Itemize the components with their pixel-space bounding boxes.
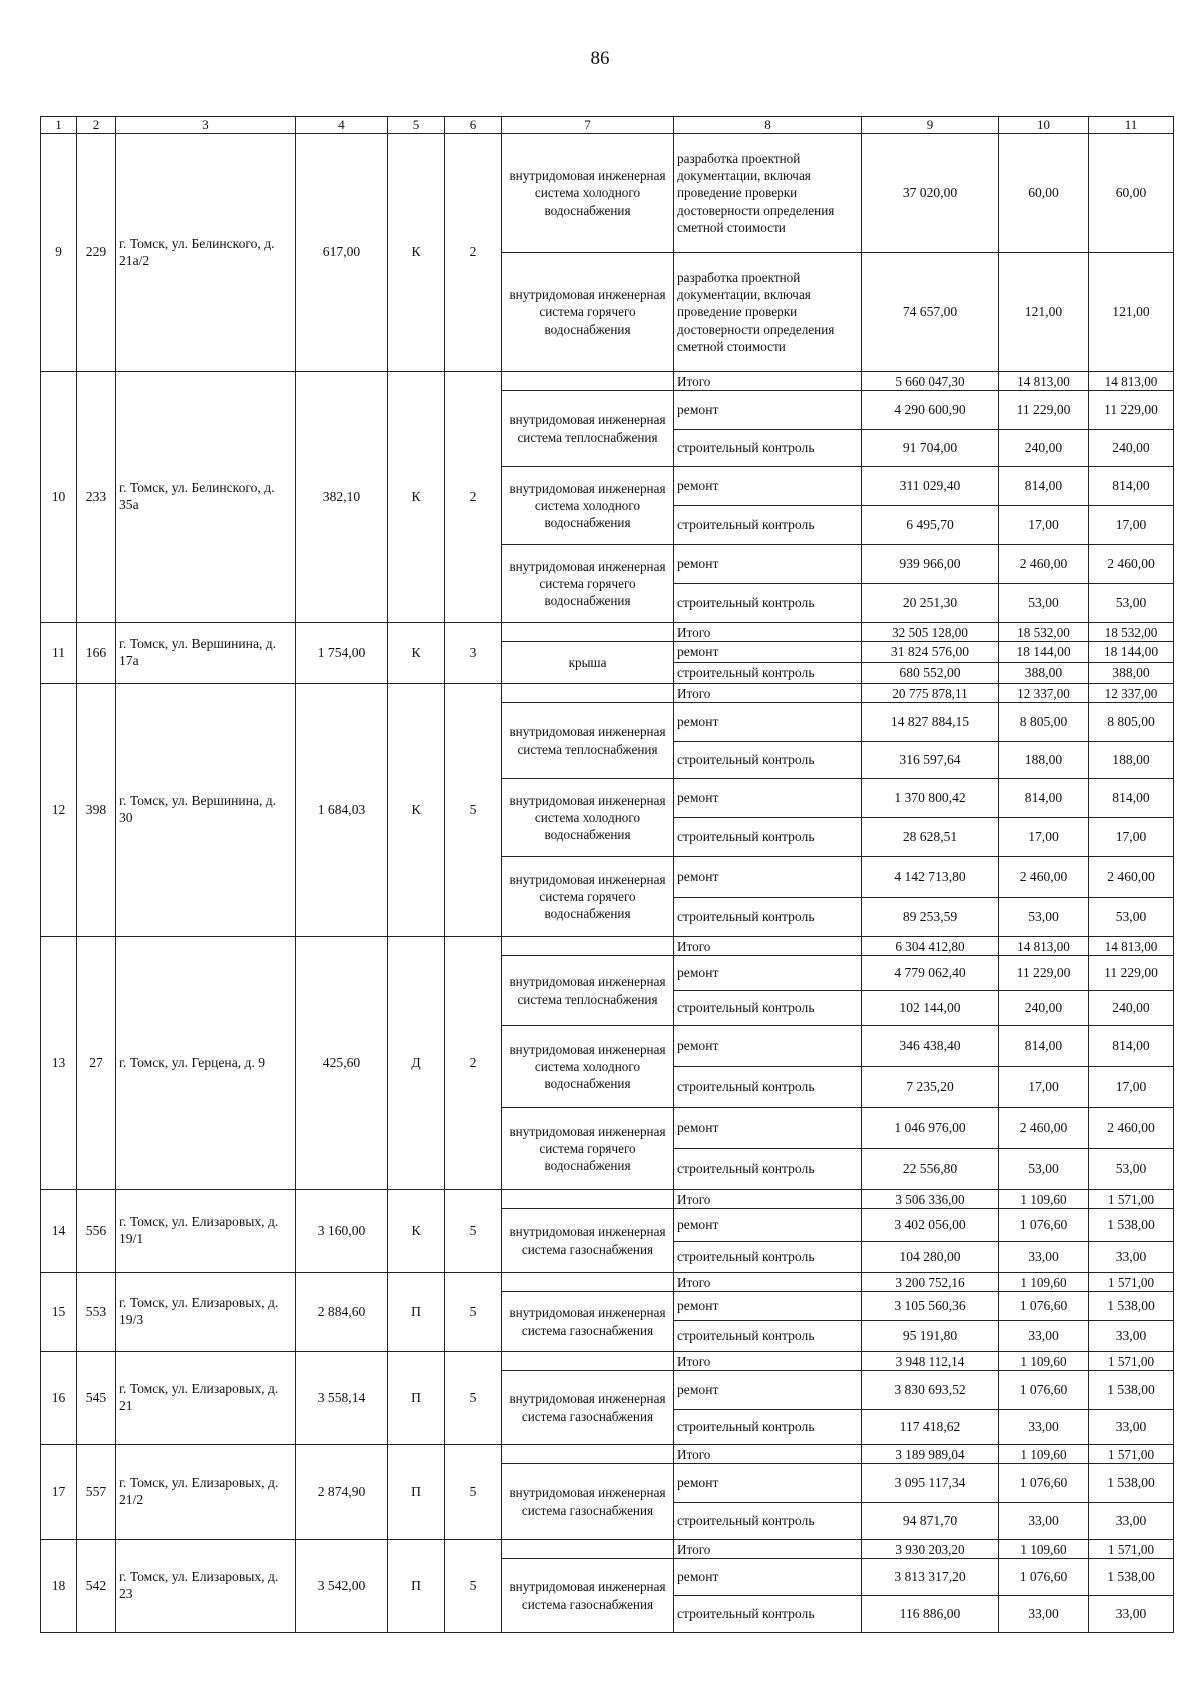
engineering-system: внутридомовая инженерная система теплоснабжения xyxy=(502,391,674,467)
cost-value: 7 235,20 xyxy=(862,1067,999,1108)
work-type: ремонт xyxy=(674,1371,862,1410)
engineering-system: внутридомовая инженерная система холодного водоснабжения xyxy=(502,467,674,545)
unit-price: 60,00 xyxy=(999,134,1089,253)
house-type: П xyxy=(388,1445,445,1540)
unit-price: 1 076,60 xyxy=(999,1209,1089,1242)
house-area: 2 874,90 xyxy=(296,1445,388,1540)
work-type: ремонт xyxy=(674,1108,862,1149)
system-cell-empty xyxy=(502,1445,674,1464)
engineering-system: внутридомовая инженерная система горячего водоснабжения xyxy=(502,857,674,937)
work-type: строительный контроль xyxy=(674,584,862,623)
work-type: строительный контроль xyxy=(674,991,862,1026)
engineering-system: внутридомовая инженерная система газоснабжения xyxy=(502,1464,674,1540)
house-address: г. Томск, ул. Елизаровых, д. 21/2 xyxy=(116,1445,296,1540)
max-unit-price: 814,00 xyxy=(1089,779,1174,818)
page-number: 86 xyxy=(590,48,610,69)
cost-value: 3 830 693,52 xyxy=(862,1371,999,1410)
work-type: ремонт xyxy=(674,1292,862,1321)
max-unit-price: 33,00 xyxy=(1089,1410,1174,1445)
table-row xyxy=(41,1352,1174,1371)
unit-price: 1 076,60 xyxy=(999,1292,1089,1321)
max-unit-price: 18 532,00 xyxy=(1089,623,1174,642)
cost-value: 346 438,40 xyxy=(862,1026,999,1067)
work-type: строительный контроль xyxy=(674,1410,862,1445)
cost-value: 20 775 878,11 xyxy=(862,684,999,703)
cost-value: 4 142 713,80 xyxy=(862,857,999,898)
max-unit-price: 53,00 xyxy=(1089,1149,1174,1190)
work-type: Итого xyxy=(674,623,862,642)
row-number: 18 xyxy=(41,1540,77,1633)
max-unit-price: 1 538,00 xyxy=(1089,1559,1174,1596)
table-row xyxy=(41,1445,1174,1464)
engineering-system: внутридомовая инженерная система газоснабжения xyxy=(502,1371,674,1445)
work-type: ремонт xyxy=(674,1559,862,1596)
cost-value: 37 020,00 xyxy=(862,134,999,253)
work-type: строительный контроль xyxy=(674,1242,862,1273)
engineering-system: внутридомовая инженерная система горячего водоснабжения xyxy=(502,253,674,372)
unit-price: 14 813,00 xyxy=(999,937,1089,956)
house-area: 3 160,00 xyxy=(296,1190,388,1273)
unit-price: 11 229,00 xyxy=(999,956,1089,991)
cost-value: 94 871,70 xyxy=(862,1503,999,1540)
row-number: 12 xyxy=(41,684,77,937)
house-floors: 2 xyxy=(445,372,502,623)
table-row xyxy=(41,372,1174,391)
cost-value: 3 200 752,16 xyxy=(862,1273,999,1292)
engineering-system: внутридомовая инженерная система горячего водоснабжения xyxy=(502,1108,674,1190)
unit-price: 1 076,60 xyxy=(999,1464,1089,1503)
work-type: строительный контроль xyxy=(674,506,862,545)
max-unit-price: 1 571,00 xyxy=(1089,1445,1174,1464)
unit-price: 1 076,60 xyxy=(999,1559,1089,1596)
house-floors: 5 xyxy=(445,1445,502,1540)
column-header: 7 xyxy=(502,117,674,134)
house-area: 1 754,00 xyxy=(296,623,388,684)
cost-value: 104 280,00 xyxy=(862,1242,999,1273)
capital-repair-table xyxy=(40,116,1174,1633)
unit-price: 12 337,00 xyxy=(999,684,1089,703)
unit-price: 240,00 xyxy=(999,430,1089,467)
unit-price: 1 109,60 xyxy=(999,1445,1089,1464)
cost-value: 316 597,64 xyxy=(862,742,999,779)
unit-price: 388,00 xyxy=(999,663,1089,684)
work-type: разработка проектной документации, включая проведение проверки достоверности определения сметной стоимости xyxy=(674,253,862,372)
cost-value: 74 657,00 xyxy=(862,253,999,372)
house-address: г. Томск, ул. Вершинина, д. 30 xyxy=(116,684,296,937)
unit-price: 1 109,60 xyxy=(999,1190,1089,1209)
unit-price: 814,00 xyxy=(999,779,1089,818)
max-unit-price: 1 571,00 xyxy=(1089,1540,1174,1559)
cost-value: 116 886,00 xyxy=(862,1596,999,1633)
engineering-system: внутридомовая инженерная система газоснабжения xyxy=(502,1292,674,1352)
engineering-system: внутридомовая инженерная система газоснабжения xyxy=(502,1559,674,1633)
row-number: 17 xyxy=(41,1445,77,1540)
cost-value: 117 418,62 xyxy=(862,1410,999,1445)
cost-value: 5 660 047,30 xyxy=(862,372,999,391)
unit-price: 8 805,00 xyxy=(999,703,1089,742)
row-number: 11 xyxy=(41,623,77,684)
column-header: 5 xyxy=(388,117,445,134)
system-cell-empty xyxy=(502,1273,674,1292)
row-number: 13 xyxy=(41,937,77,1190)
column-header: 1 xyxy=(41,117,77,134)
table-row xyxy=(41,134,1174,253)
unit-price: 18 532,00 xyxy=(999,623,1089,642)
table-row xyxy=(41,1273,1174,1292)
house-floors: 5 xyxy=(445,1273,502,1352)
house-id: 545 xyxy=(77,1352,116,1445)
unit-price: 14 813,00 xyxy=(999,372,1089,391)
house-type: К xyxy=(388,372,445,623)
unit-price: 53,00 xyxy=(999,898,1089,937)
cost-value: 14 827 884,15 xyxy=(862,703,999,742)
system-cell-empty xyxy=(502,372,674,391)
max-unit-price: 33,00 xyxy=(1089,1321,1174,1352)
work-type: строительный контроль xyxy=(674,818,862,857)
house-type: Д xyxy=(388,937,445,1190)
max-unit-price: 1 571,00 xyxy=(1089,1190,1174,1209)
engineering-system: внутридомовая инженерная система холодного водоснабжения xyxy=(502,134,674,253)
house-floors: 2 xyxy=(445,937,502,1190)
cost-value: 6 304 412,80 xyxy=(862,937,999,956)
table-row xyxy=(41,623,1174,642)
unit-price: 240,00 xyxy=(999,991,1089,1026)
house-id: 556 xyxy=(77,1190,116,1273)
work-type: Итого xyxy=(674,684,862,703)
work-type: Итого xyxy=(674,1190,862,1209)
work-type: строительный контроль xyxy=(674,663,862,684)
cost-value: 680 552,00 xyxy=(862,663,999,684)
cost-value: 4 779 062,40 xyxy=(862,956,999,991)
max-unit-price: 14 813,00 xyxy=(1089,937,1174,956)
work-type: Итого xyxy=(674,937,862,956)
house-type: П xyxy=(388,1273,445,1352)
unit-price: 2 460,00 xyxy=(999,857,1089,898)
house-floors: 2 xyxy=(445,134,502,372)
house-id: 229 xyxy=(77,134,116,372)
unit-price: 17,00 xyxy=(999,1067,1089,1108)
cost-value: 31 824 576,00 xyxy=(862,642,999,663)
house-area: 3 558,14 xyxy=(296,1352,388,1445)
unit-price: 33,00 xyxy=(999,1321,1089,1352)
max-unit-price: 11 229,00 xyxy=(1089,391,1174,430)
system-cell-empty xyxy=(502,1352,674,1371)
house-address: г. Томск, ул. Белинского, д. 21а/2 xyxy=(116,134,296,372)
house-address: г. Томск, ул. Вершинина, д. 17а xyxy=(116,623,296,684)
column-header: 6 xyxy=(445,117,502,134)
cost-value: 4 290 600,90 xyxy=(862,391,999,430)
max-unit-price: 2 460,00 xyxy=(1089,1108,1174,1149)
unit-price: 2 460,00 xyxy=(999,545,1089,584)
work-type: ремонт xyxy=(674,545,862,584)
work-type: Итого xyxy=(674,1352,862,1371)
unit-price: 33,00 xyxy=(999,1410,1089,1445)
cost-value: 3 948 112,14 xyxy=(862,1352,999,1371)
work-type: ремонт xyxy=(674,1464,862,1503)
max-unit-price: 14 813,00 xyxy=(1089,372,1174,391)
work-type: Итого xyxy=(674,1273,862,1292)
system-cell-empty xyxy=(502,684,674,703)
unit-price: 17,00 xyxy=(999,818,1089,857)
cost-value: 3 105 560,36 xyxy=(862,1292,999,1321)
cost-value: 22 556,80 xyxy=(862,1149,999,1190)
max-unit-price: 1 538,00 xyxy=(1089,1464,1174,1503)
unit-price: 11 229,00 xyxy=(999,391,1089,430)
house-id: 233 xyxy=(77,372,116,623)
work-type: строительный контроль xyxy=(674,1321,862,1352)
system-cell-empty xyxy=(502,623,674,642)
cost-value: 91 704,00 xyxy=(862,430,999,467)
engineering-system: внутридомовая инженерная система теплоснабжения xyxy=(502,703,674,779)
unit-price: 53,00 xyxy=(999,584,1089,623)
work-type: строительный контроль xyxy=(674,742,862,779)
house-type: К xyxy=(388,1190,445,1273)
table-row xyxy=(41,684,1174,703)
table-row xyxy=(41,1190,1174,1209)
cost-value: 3 095 117,34 xyxy=(862,1464,999,1503)
house-id: 553 xyxy=(77,1273,116,1352)
house-address: г. Томск, ул. Герцена, д. 9 xyxy=(116,937,296,1190)
house-floors: 5 xyxy=(445,1190,502,1273)
house-area: 1 684,03 xyxy=(296,684,388,937)
work-type: строительный контроль xyxy=(674,1503,862,1540)
unit-price: 121,00 xyxy=(999,253,1089,372)
unit-price: 2 460,00 xyxy=(999,1108,1089,1149)
unit-price: 53,00 xyxy=(999,1149,1089,1190)
max-unit-price: 388,00 xyxy=(1089,663,1174,684)
max-unit-price: 188,00 xyxy=(1089,742,1174,779)
system-cell-empty xyxy=(502,1190,674,1209)
work-type: ремонт xyxy=(674,703,862,742)
unit-price: 1 109,60 xyxy=(999,1352,1089,1371)
house-area: 382,10 xyxy=(296,372,388,623)
work-type: Итого xyxy=(674,1540,862,1559)
max-unit-price: 33,00 xyxy=(1089,1503,1174,1540)
house-address: г. Томск, ул. Елизаровых, д. 19/3 xyxy=(116,1273,296,1352)
work-type: ремонт xyxy=(674,467,862,506)
unit-price: 814,00 xyxy=(999,467,1089,506)
max-unit-price: 17,00 xyxy=(1089,506,1174,545)
house-floors: 3 xyxy=(445,623,502,684)
cost-value: 1 370 800,42 xyxy=(862,779,999,818)
engineering-system: внутридомовая инженерная система холодного водоснабжения xyxy=(502,779,674,857)
cost-value: 3 189 989,04 xyxy=(862,1445,999,1464)
table-row xyxy=(41,937,1174,956)
engineering-system: внутридомовая инженерная система теплоснабжения xyxy=(502,956,674,1026)
work-type: ремонт xyxy=(674,642,862,663)
engineering-system: внутридомовая инженерная система газоснабжения xyxy=(502,1209,674,1273)
house-id: 166 xyxy=(77,623,116,684)
system-cell-empty xyxy=(502,937,674,956)
cost-value: 32 505 128,00 xyxy=(862,623,999,642)
work-type: строительный контроль xyxy=(674,1067,862,1108)
max-unit-price: 8 805,00 xyxy=(1089,703,1174,742)
row-number: 16 xyxy=(41,1352,77,1445)
max-unit-price: 814,00 xyxy=(1089,467,1174,506)
max-unit-price: 240,00 xyxy=(1089,430,1174,467)
engineering-system: внутридомовая инженерная система холодного водоснабжения xyxy=(502,1026,674,1108)
column-header: 2 xyxy=(77,117,116,134)
max-unit-price: 12 337,00 xyxy=(1089,684,1174,703)
cost-value: 3 402 056,00 xyxy=(862,1209,999,1242)
house-type: К xyxy=(388,134,445,372)
work-type: ремонт xyxy=(674,1026,862,1067)
unit-price: 1 109,60 xyxy=(999,1273,1089,1292)
max-unit-price: 17,00 xyxy=(1089,818,1174,857)
max-unit-price: 121,00 xyxy=(1089,253,1174,372)
max-unit-price: 18 144,00 xyxy=(1089,642,1174,663)
max-unit-price: 1 571,00 xyxy=(1089,1352,1174,1371)
house-area: 2 884,60 xyxy=(296,1273,388,1352)
house-address: г. Томск, ул. Елизаровых, д. 19/1 xyxy=(116,1190,296,1273)
max-unit-price: 33,00 xyxy=(1089,1242,1174,1273)
cost-value: 20 251,30 xyxy=(862,584,999,623)
work-type: ремонт xyxy=(674,857,862,898)
cost-value: 3 506 336,00 xyxy=(862,1190,999,1209)
row-number: 10 xyxy=(41,372,77,623)
house-address: г. Томск, ул. Елизаровых, д. 23 xyxy=(116,1540,296,1633)
column-header: 9 xyxy=(862,117,999,134)
house-id: 398 xyxy=(77,684,116,937)
house-id: 557 xyxy=(77,1445,116,1540)
work-type: строительный контроль xyxy=(674,898,862,937)
house-type: К xyxy=(388,623,445,684)
unit-price: 814,00 xyxy=(999,1026,1089,1067)
house-type: П xyxy=(388,1540,445,1633)
max-unit-price: 1 538,00 xyxy=(1089,1209,1174,1242)
house-area: 425,60 xyxy=(296,937,388,1190)
house-floors: 5 xyxy=(445,684,502,937)
unit-price: 33,00 xyxy=(999,1596,1089,1633)
unit-price: 1 076,60 xyxy=(999,1371,1089,1410)
column-header: 10 xyxy=(999,117,1089,134)
work-type: строительный контроль xyxy=(674,1149,862,1190)
max-unit-price: 11 229,00 xyxy=(1089,956,1174,991)
max-unit-price: 60,00 xyxy=(1089,134,1174,253)
cost-value: 1 046 976,00 xyxy=(862,1108,999,1149)
house-address: г. Томск, ул. Белинского, д. 35а xyxy=(116,372,296,623)
table-row xyxy=(41,1540,1174,1559)
work-type: разработка проектной документации, включая проведение проверки достоверности определения сметной стоимости xyxy=(674,134,862,253)
max-unit-price: 1 538,00 xyxy=(1089,1292,1174,1321)
max-unit-price: 2 460,00 xyxy=(1089,545,1174,584)
row-number: 14 xyxy=(41,1190,77,1273)
cost-value: 939 966,00 xyxy=(862,545,999,584)
max-unit-price: 2 460,00 xyxy=(1089,857,1174,898)
row-number: 9 xyxy=(41,134,77,372)
work-type: ремонт xyxy=(674,956,862,991)
cost-value: 3 930 203,20 xyxy=(862,1540,999,1559)
house-area: 3 542,00 xyxy=(296,1540,388,1633)
unit-price: 188,00 xyxy=(999,742,1089,779)
max-unit-price: 17,00 xyxy=(1089,1067,1174,1108)
max-unit-price: 240,00 xyxy=(1089,991,1174,1026)
column-number-row xyxy=(41,117,1174,134)
max-unit-price: 53,00 xyxy=(1089,584,1174,623)
work-type: Итого xyxy=(674,1445,862,1464)
column-header: 4 xyxy=(296,117,388,134)
system-cell-empty xyxy=(502,1540,674,1559)
engineering-system: крыша xyxy=(502,642,674,684)
work-type: ремонт xyxy=(674,779,862,818)
max-unit-price: 33,00 xyxy=(1089,1596,1174,1633)
unit-price: 33,00 xyxy=(999,1503,1089,1540)
cost-value: 28 628,51 xyxy=(862,818,999,857)
column-header: 3 xyxy=(116,117,296,134)
max-unit-price: 53,00 xyxy=(1089,898,1174,937)
work-type: строительный контроль xyxy=(674,1596,862,1633)
house-floors: 5 xyxy=(445,1540,502,1633)
cost-value: 95 191,80 xyxy=(862,1321,999,1352)
house-id: 27 xyxy=(77,937,116,1190)
house-area: 617,00 xyxy=(296,134,388,372)
house-floors: 5 xyxy=(445,1352,502,1445)
max-unit-price: 1 538,00 xyxy=(1089,1371,1174,1410)
cost-value: 3 813 317,20 xyxy=(862,1559,999,1596)
house-type: П xyxy=(388,1352,445,1445)
cost-value: 102 144,00 xyxy=(862,991,999,1026)
work-type: ремонт xyxy=(674,391,862,430)
row-number: 15 xyxy=(41,1273,77,1352)
unit-price: 1 109,60 xyxy=(999,1540,1089,1559)
unit-price: 17,00 xyxy=(999,506,1089,545)
work-type: строительный контроль xyxy=(674,430,862,467)
engineering-system: внутридомовая инженерная система горячего водоснабжения xyxy=(502,545,674,623)
cost-value: 311 029,40 xyxy=(862,467,999,506)
work-type: Итого xyxy=(674,372,862,391)
house-type: К xyxy=(388,684,445,937)
house-address: г. Томск, ул. Елизаровых, д. 21 xyxy=(116,1352,296,1445)
column-header: 8 xyxy=(674,117,862,134)
column-header: 11 xyxy=(1089,117,1174,134)
cost-value: 6 495,70 xyxy=(862,506,999,545)
max-unit-price: 1 571,00 xyxy=(1089,1273,1174,1292)
house-id: 542 xyxy=(77,1540,116,1633)
unit-price: 18 144,00 xyxy=(999,642,1089,663)
unit-price: 33,00 xyxy=(999,1242,1089,1273)
cost-value: 89 253,59 xyxy=(862,898,999,937)
work-type: ремонт xyxy=(674,1209,862,1242)
max-unit-price: 814,00 xyxy=(1089,1026,1174,1067)
